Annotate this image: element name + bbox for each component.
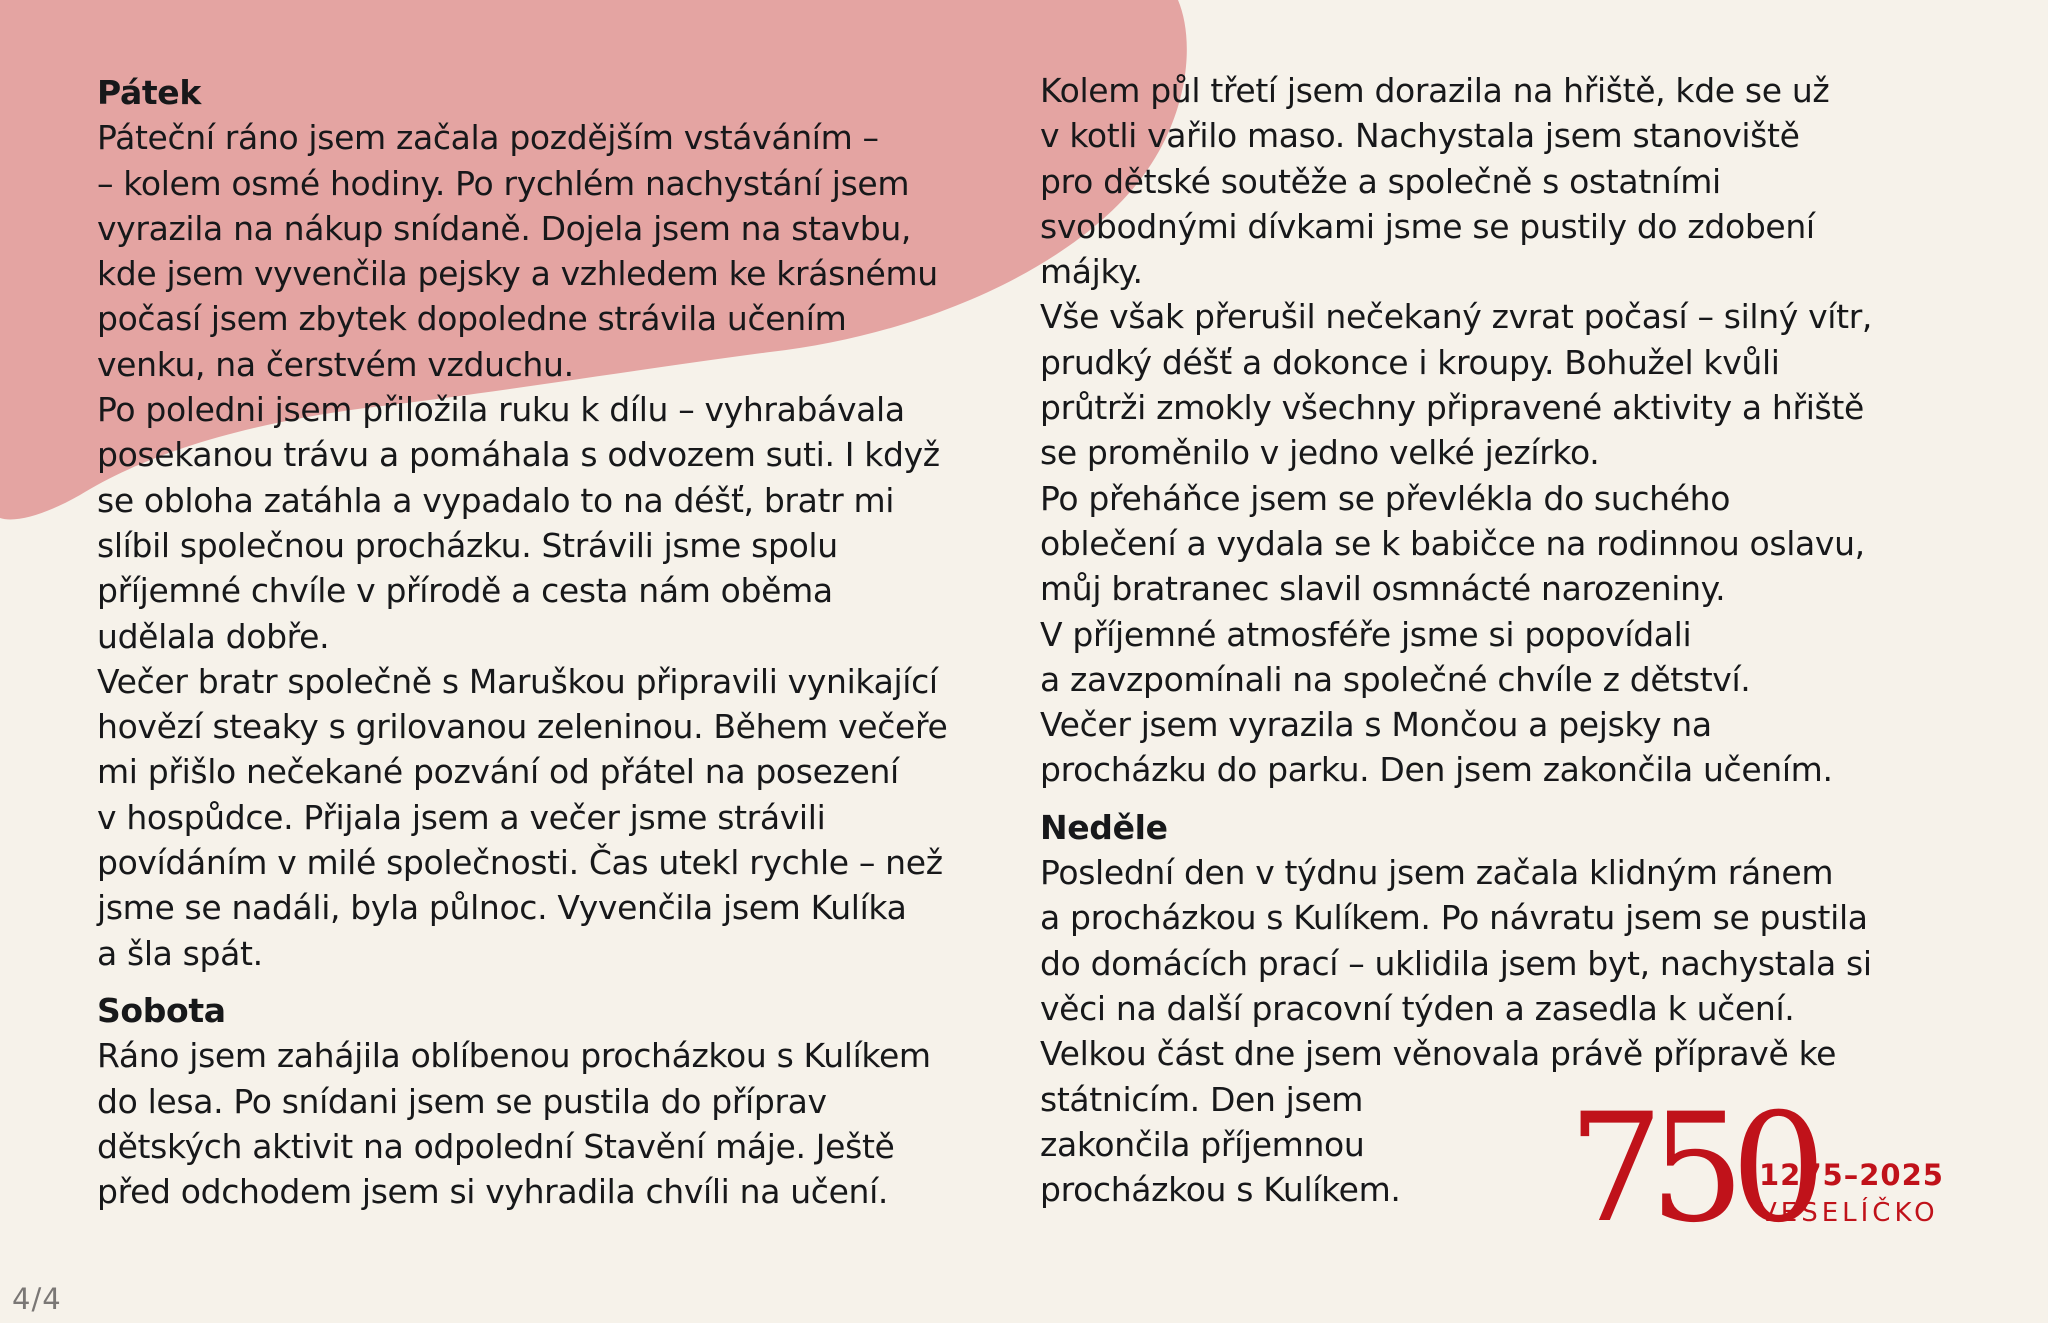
text-line: Večer bratr společně s Maruškou připravili vynikající — [97, 661, 938, 701]
text-line: svobodnými dívkami jsme se pustily do zdobení — [1040, 206, 1815, 246]
text-line: mi přišlo nečekané pozvání od přátel na posezení — [97, 752, 899, 792]
text-line: počasí jsem zbytek dopoledne strávila učením — [97, 299, 847, 339]
friday-text — [97, 115, 947, 976]
anniversary-logo — [1568, 1082, 1948, 1260]
text-line: Poslední den v týdnu jsem začala klidným ránem — [1040, 853, 1834, 893]
logo-number: 750 — [1568, 1082, 1813, 1256]
text-line: – kolem osmé hodiny. Po rychlém nachystání jsem — [97, 163, 910, 203]
text-line: zakončila příjemnou — [1040, 1124, 1365, 1164]
saturday-text — [97, 1033, 947, 1214]
paragraph — [1040, 68, 1872, 294]
right-column — [1040, 68, 1872, 1212]
text-line: jsme se nadáli, byla půlnoc. Vyvenčila jsem Kulíka — [97, 888, 907, 928]
paragraph — [1040, 294, 1872, 475]
text-line: slíbil společnou procházku. Strávili jsme spolu — [97, 525, 838, 565]
text-line: V příjemné atmosféře jsme si popovídali — [1040, 614, 1692, 654]
paragraph — [97, 1033, 947, 1214]
text-line: do domácích prací – uklidila jsem byt, nachystala si — [1040, 943, 1872, 983]
text-line: státnicím. Den jsem — [1040, 1079, 1364, 1119]
text-line: Vše však přerušil nečekaný zvrat počasí – silný vítr, — [1040, 297, 1873, 337]
text-line: Velkou část dne jsem věnovala právě přípravě ke — [1040, 1034, 1837, 1074]
text-line: prudký déšť a dokonce i kroupy. Bohužel kvůli — [1040, 342, 1780, 382]
logo-years: 1275–2025 — [1759, 1158, 1944, 1192]
text-line: pro dětské soutěže a společně s ostatními — [1040, 161, 1721, 201]
saturday-continued-text — [1040, 68, 1872, 793]
text-line: udělala dobře. — [97, 616, 330, 656]
text-line: oblečení a vydala se k babičce na rodinnou oslavu, — [1040, 523, 1865, 563]
text-line: v kotli vařilo maso. Nachystala jsem stanoviště — [1040, 116, 1800, 156]
text-line: povídáním v milé společnosti. Čas utekl rychle – než — [97, 843, 943, 883]
text-line: venku, na čerstvém vzduchu. — [97, 344, 574, 384]
paragraph — [97, 659, 947, 976]
text-line: hovězí steaky s grilovanou zeleninou. Během večeře — [97, 707, 948, 747]
friday-heading: Pátek — [97, 73, 201, 112]
text-line: Po přeháňce jsem se převlékla do suchého — [1040, 478, 1731, 518]
paragraph — [1040, 476, 1872, 702]
text-line: kde jsem vyvenčila pejsky a vzhledem ke krásnému — [97, 254, 938, 294]
text-line: se proměnilo v jedno velké jezírko. — [1040, 433, 1600, 473]
text-line: procházku do parku. Den jsem zakončila učením. — [1040, 750, 1833, 790]
text-line: Večer jsem vyrazila s Mončou a pejsky na — [1040, 705, 1712, 745]
page-number: 4/4 — [12, 1282, 62, 1316]
text-line: příjemné chvíle v přírodě a cesta nám oběma — [97, 571, 833, 611]
text-line: se obloha zatáhla a vypadalo to na déšť, bratr mi — [97, 480, 895, 520]
text-line: Ráno jsem zahájila oblíbenou procházkou s Kulíkem — [97, 1036, 931, 1076]
text-line: věci na další pracovní týden a zasedla k učení. — [1040, 988, 1795, 1028]
text-line: Po poledni jsem přiložila ruku k dílu – vyhrabávala — [97, 390, 905, 430]
text-line: procházkou s Kulíkem. — [1040, 1170, 1401, 1210]
paragraph — [97, 387, 947, 659]
text-line: májky. — [1040, 252, 1143, 292]
text-line: můj bratranec slavil osmnácté narozeniny. — [1040, 569, 1726, 609]
paragraph — [1040, 702, 1872, 793]
text-line: a zavzpomínali na společné chvíle z dětství. — [1040, 659, 1751, 699]
left-column — [97, 70, 947, 1214]
logo-place: VESELÍČKO — [1759, 1198, 1939, 1228]
text-line: Páteční ráno jsem začala pozdějším vstáváním – — [97, 118, 879, 158]
text-line: a šla spát. — [97, 933, 263, 973]
text-line: před odchodem jsem si vyhradila chvíli na učení. — [97, 1172, 889, 1212]
text-line: v hospůdce. Přijala jsem a večer jsme strávili — [97, 797, 826, 837]
sunday-heading: Neděle — [1040, 807, 1168, 847]
text-line: a procházkou s Kulíkem. Po návratu jsem se pustila — [1040, 898, 1868, 938]
paragraph — [97, 115, 947, 387]
text-line: dětských aktivit na odpolední Stavění máje. Ještě — [97, 1126, 895, 1166]
text-line: Kolem půl třetí jsem dorazila na hřiště, kde se už — [1040, 71, 1830, 110]
text-line: průtrži zmokly všechny připravené aktivity a hřiště — [1040, 388, 1864, 428]
text-line: posekanou trávu a pomáhala s odvozem suti. I když — [97, 435, 940, 475]
saturday-heading: Sobota — [97, 990, 226, 1030]
text-line: vyrazila na nákup snídaně. Dojela jsem na stavbu, — [97, 208, 912, 248]
text-line: do lesa. Po snídani jsem se pustila do příprav — [97, 1081, 827, 1121]
